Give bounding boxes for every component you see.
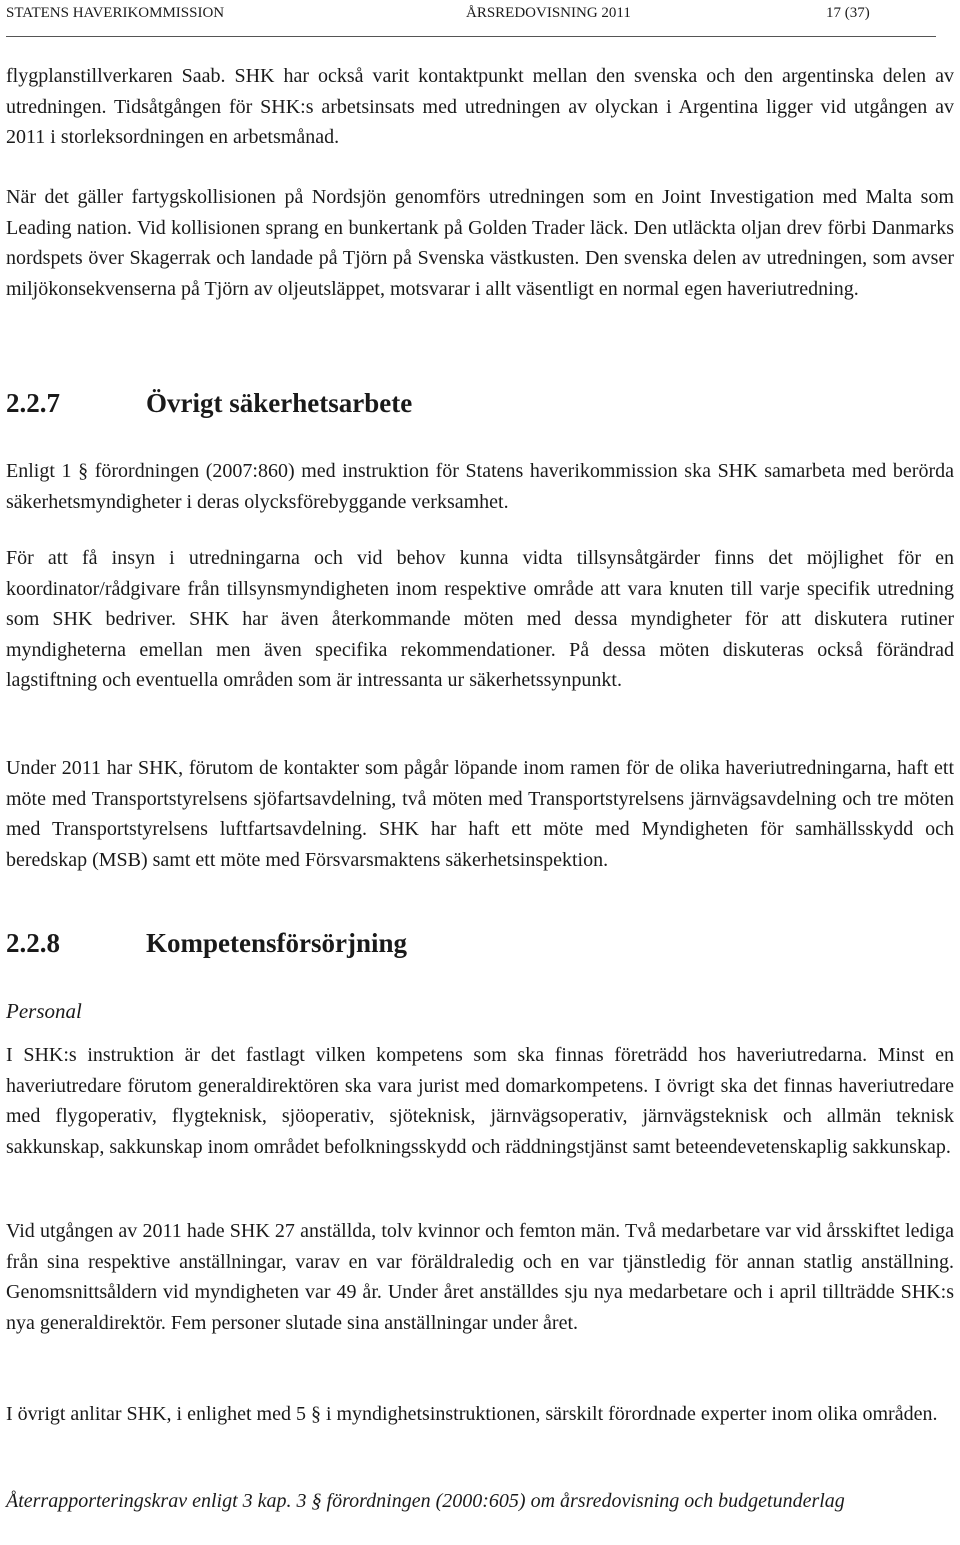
- body-text: I SHK:s instruktion är det fastlagt vilken kompetens som ska finnas företrädd hos haveriutredarna. Minst en haveriutredare förutom generaldirektören ska vara jurist med domarkompetens. I övrigt ska det finnas haveriutredare med flygoperativ, flygteknisk, sjöoperativ, sjöteknisk, järnvägsoperativ, järnvägsteknisk och allmän teknisk sakkunskap, sakkunskap inom området befolkningsskydd och räddningstjänst samt beteendevetenskaplig sakkunskap.: [6, 1044, 954, 1158]
- body-text: flygplanstillverkaren Saab. SHK har också varit kontaktpunkt mellan den svenska och den argentinska delen av utredningen. Tidsåtgången för SHK:s arbetsinsats med utredningen av olyckan i Argentina ligger vid utgången av 2011 i storleksordningen en arbetsmånad.: [6, 65, 954, 148]
- document-page: [6, 0, 954, 1512]
- body-text: Under 2011 har SHK, förutom de kontakter som pågår löpande inom ramen för de olika haveriutredningarna, haft ett möte med Transportstyrelsens sjöfartsavdelning, två möten med Transportstyrelsens järnvägsavdelning och tre möten med Transportstyrelsens luftfartsavdelning. SHK har haft ett möte med Myndigheten för samhällsskydd och beredskap (MSB) samt ett möte med Försvarsmaktens säkerhetsinspektion.: [6, 757, 954, 871]
- paragraph-experter: [6, 1399, 954, 1430]
- body-text: I övrigt anlitar SHK, i enlighet med 5 § i myndighetsinstruktionen, särskilt förordnade experter inom olika områden.: [6, 1403, 938, 1425]
- paragraph-anstallda: [6, 1216, 954, 1338]
- header-divider: [6, 36, 936, 37]
- body-text: Enligt 1 § förordningen (2007:860) med instruktion för Statens haverikommission ska SHK samarbeta med berörda säkerhetsmyndigheter i deras olycksförebyggande verksamhet.: [6, 460, 954, 513]
- page-header: [6, 0, 954, 40]
- body-text: Vid utgången av 2011 hade SHK 27 anställda, tolv kvinnor och femton män. Två medarbetare var vid årsskiftet lediga från sina respektive anställningar, varav en var föräldraledig och en var tjänstledig för annan statlig anställning. Genomsnittsåldern vid myndigheten var 49 år. Under året anställdes sju nya medarbetare och i april tillträdde SHK:s nya generaldirektör. Fem personer slutade sina anställningar under året.: [6, 1220, 954, 1334]
- header-organization: STATENS HAVERIKOMMISSION: [6, 5, 225, 21]
- paragraph-saab: [6, 61, 954, 153]
- section-heading-2-2-8: [6, 926, 954, 960]
- section-number: 2.2.8: [6, 928, 60, 958]
- section-heading-2-2-7: [6, 386, 954, 420]
- paragraph-forordningen: [6, 456, 954, 517]
- paragraph-nordsjon: [6, 182, 954, 304]
- body-text: När det gäller fartygskollisionen på Nordsjön genomförs utredningen som en Joint Investigation med Malta som Leading nation. Vid kollisionen sprang en bunkertank på Golden Trader läck. Den utläckta oljan drev förbi Danmarks nordspets över Skagerrak och landade på Tjörn på Svenska västkusten. Den svenska delen av utredningen, som avser miljökonsekvenserna på Tjörn av oljeutsläppet, motsvarar i allt väsentligt en normal egen haveriutredning.: [6, 186, 954, 300]
- body-text: För att få insyn i utredningarna och vid behov kunna vidta tillsynsåtgärder finns det möjlighet för en koordinator/rådgivare från tillsynsmyndigheten inom respektive område att vara knuten till varje specifik utredning som SHK bedriver. SHK har även återkommande möten med dessa myndigheter för att diskutera rutiner myndigheterna emellan men även specifika rekommendationer. På dessa möten diskuteras också förändrad lagstiftning och eventuella områden som är intressanta ur säkerhetssynpunkt.: [6, 547, 954, 691]
- subheading: Återrapporteringskrav enligt 3 kap. 3 § förordningen (2000:605) om årsredovisning och budgetunderlag: [6, 1490, 845, 1512]
- header-report-title: ÅRSREDOVISNING 2011: [466, 5, 631, 21]
- paragraph-instruktion: [6, 1040, 954, 1162]
- paragraph-kontakter: [6, 753, 954, 875]
- header-page-number: 17 (37): [826, 5, 870, 21]
- paragraph-insyn: [6, 543, 954, 696]
- section-number: 2.2.7: [6, 388, 60, 418]
- section-title: Övrigt säkerhetsarbete: [146, 388, 413, 418]
- section-title: Kompetensförsörjning: [146, 928, 407, 958]
- subheading: Personal: [6, 999, 82, 1023]
- subheading-personal: [6, 996, 954, 1026]
- subheading-aterrapportering: [6, 1486, 954, 1516]
